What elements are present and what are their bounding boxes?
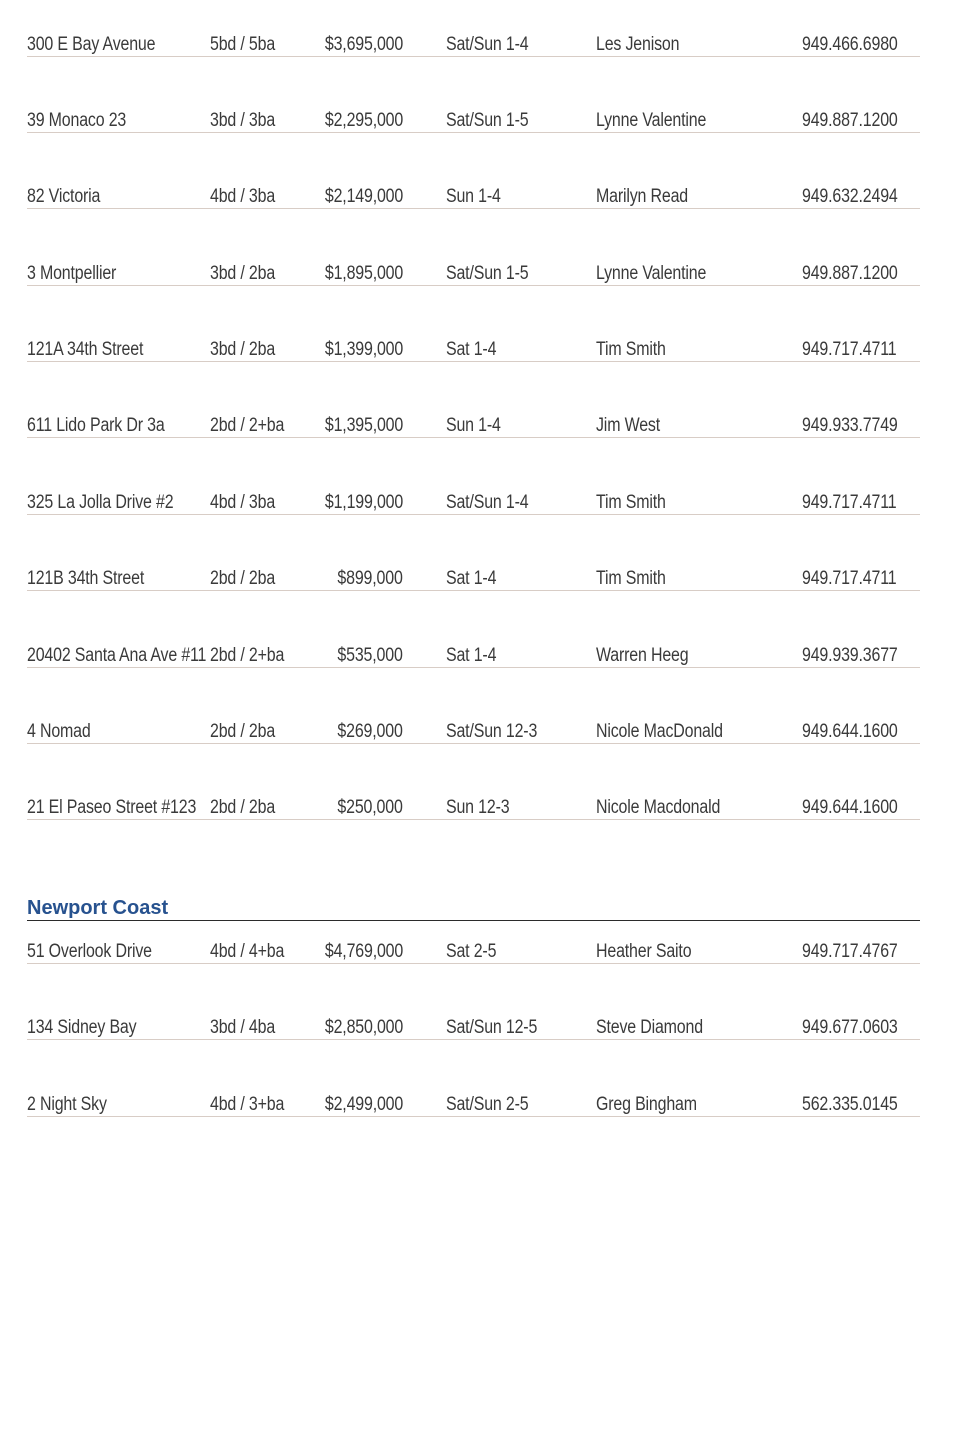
listing-beds-baths: 4bd / 4+ba	[210, 941, 285, 962]
listing-address: 3 Montpellier	[27, 263, 117, 284]
listing-open-hours: Sat/Sun 1-5	[446, 263, 529, 284]
listing-phone: 949.717.4711	[802, 339, 897, 360]
listing-open-hours: Sat/Sun 12-3	[446, 721, 538, 742]
listing-beds-baths: 2bd / 2+ba	[210, 645, 285, 666]
listing-address: 121A 34th Street	[27, 339, 144, 360]
listing-phone: 949.939.3677	[802, 645, 898, 666]
listing-beds-baths: 4bd / 3ba	[210, 492, 276, 513]
listing-beds-baths: 3bd / 2ba	[210, 263, 276, 284]
listing-address: 134 Sidney Bay	[27, 1017, 137, 1038]
listing-agent: Warren Heeg	[596, 645, 689, 666]
listing-beds-baths: 2bd / 2+ba	[210, 415, 285, 436]
listing-price: $1,395,000	[324, 415, 403, 436]
listing-open-hours: Sat 1-4	[446, 339, 497, 360]
listing-address: 20402 Santa Ana Ave #11	[27, 645, 207, 666]
listing-phone: 562.335.0145	[802, 1094, 898, 1115]
listing-price: $2,149,000	[324, 186, 403, 207]
listing-agent: Jim West	[596, 415, 660, 436]
listing-row	[27, 790, 920, 820]
listing-price: $3,695,000	[324, 34, 403, 55]
listing-address: 325 La Jolla Drive #2	[27, 492, 174, 513]
listing-open-hours: Sun 12-3	[446, 797, 510, 818]
listing-beds-baths: 2bd / 2ba	[210, 568, 276, 589]
listing-agent: Tim Smith	[596, 492, 666, 513]
listing-row	[27, 485, 920, 515]
listing-agent: Lynne Valentine	[596, 110, 707, 131]
listing-address: 2 Night Sky	[27, 1094, 107, 1115]
listing-phone: 949.632.2494	[802, 186, 898, 207]
listing-phone: 949.887.1200	[802, 110, 898, 131]
listing-open-hours: Sun 1-4	[446, 186, 501, 207]
listing-beds-baths: 4bd / 3ba	[210, 186, 276, 207]
listing-open-hours: Sun 1-4	[446, 415, 501, 436]
listing-row	[27, 408, 920, 438]
listing-open-hours: Sat/Sun 12-5	[446, 1017, 538, 1038]
listing-beds-baths: 4bd / 3+ba	[210, 1094, 285, 1115]
listing-agent: Les Jenison	[596, 34, 680, 55]
listing-agent: Greg Bingham	[596, 1094, 697, 1115]
listing-price: $4,769,000	[324, 941, 403, 962]
listing-row	[27, 256, 920, 286]
listing-price: $1,895,000	[324, 263, 403, 284]
listing-open-hours: Sat 2-5	[446, 941, 497, 962]
listing-beds-baths: 5bd / 5ba	[210, 34, 276, 55]
listing-price: $2,295,000	[324, 110, 403, 131]
listing-address: 82 Victoria	[27, 186, 101, 207]
listing-row	[27, 934, 920, 964]
listing-price: $269,000	[337, 721, 403, 742]
listing-phone: 949.466.6980	[802, 34, 898, 55]
listing-row	[27, 638, 920, 668]
listing-phone: 949.717.4711	[802, 492, 897, 513]
listing-phone: 949.717.4767	[802, 941, 898, 962]
listing-row	[27, 714, 920, 744]
listing-address: 300 E Bay Avenue	[27, 34, 156, 55]
listing-row	[27, 1010, 920, 1040]
listing-agent: Marilyn Read	[596, 186, 689, 207]
listing-agent: Steve Diamond	[596, 1017, 703, 1038]
listing-row	[27, 332, 920, 362]
section-header-newport-coast	[27, 891, 920, 921]
listing-price: $899,000	[337, 568, 403, 589]
listing-address: 4 Nomad	[27, 721, 91, 742]
listing-open-hours: Sat/Sun 1-4	[446, 34, 529, 55]
listing-address: 21 El Paseo Street #123	[27, 797, 197, 818]
listing-beds-baths: 3bd / 3ba	[210, 110, 276, 131]
listing-open-hours: Sat/Sun 2-5	[446, 1094, 529, 1115]
listing-open-hours: Sat 1-4	[446, 568, 497, 589]
listing-agent: Tim Smith	[596, 339, 666, 360]
listing-agent: Nicole Macdonald	[596, 797, 721, 818]
listing-price: $1,199,000	[324, 492, 403, 513]
listing-address: 39 Monaco 23	[27, 110, 127, 131]
listing-phone: 949.887.1200	[802, 263, 898, 284]
listing-beds-baths: 2bd / 2ba	[210, 721, 276, 742]
listing-open-hours: Sat 1-4	[446, 645, 497, 666]
listing-beds-baths: 2bd / 2ba	[210, 797, 276, 818]
listing-phone: 949.933.7749	[802, 415, 898, 436]
listing-price: $1,399,000	[324, 339, 403, 360]
listing-price: $535,000	[337, 645, 403, 666]
listing-row	[27, 561, 920, 591]
listing-phone: 949.644.1600	[802, 797, 898, 818]
listing-address: 51 Overlook Drive	[27, 941, 152, 962]
listing-address: 121B 34th Street	[27, 568, 145, 589]
listing-row	[27, 179, 920, 209]
listing-agent: Lynne Valentine	[596, 263, 707, 284]
listing-agent: Nicole MacDonald	[596, 721, 723, 742]
listing-price: $250,000	[337, 797, 403, 818]
listing-beds-baths: 3bd / 2ba	[210, 339, 276, 360]
listing-phone: 949.717.4711	[802, 568, 897, 589]
listing-price: $2,499,000	[324, 1094, 403, 1115]
listing-beds-baths: 3bd / 4ba	[210, 1017, 276, 1038]
listing-open-hours: Sat/Sun 1-4	[446, 492, 529, 513]
listing-price: $2,850,000	[324, 1017, 403, 1038]
listing-address: 611 Lido Park Dr 3a	[27, 415, 165, 436]
listing-agent: Tim Smith	[596, 568, 666, 589]
listing-row	[27, 103, 920, 133]
listing-open-hours: Sat/Sun 1-5	[446, 110, 529, 131]
listing-row	[27, 1087, 920, 1117]
listing-row	[27, 27, 920, 57]
listing-phone: 949.644.1600	[802, 721, 898, 742]
listing-phone: 949.677.0603	[802, 1017, 898, 1038]
section-title: Newport Coast	[27, 897, 169, 919]
listing-agent: Heather Saito	[596, 941, 692, 962]
